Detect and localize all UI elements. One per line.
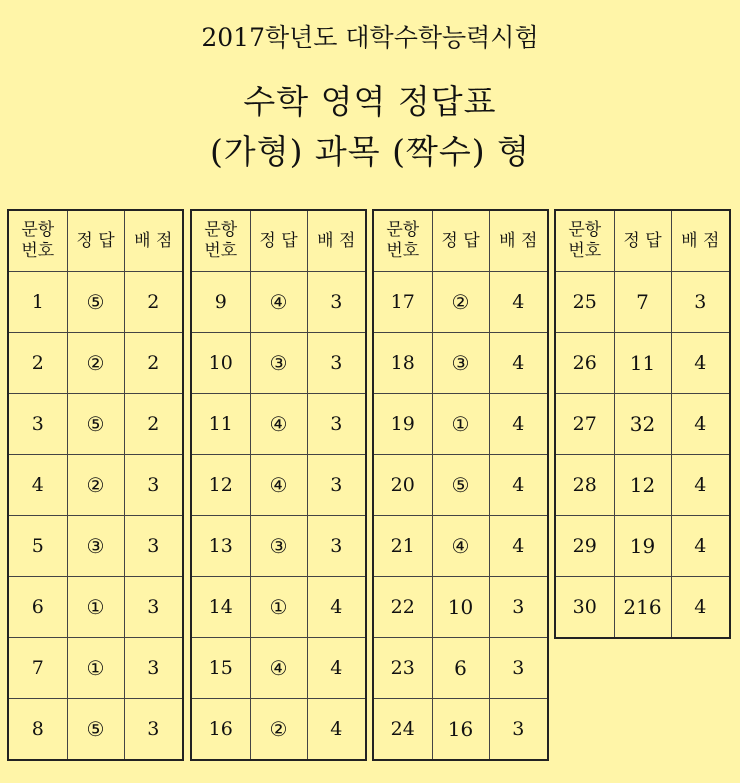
table-header-row xyxy=(8,210,183,272)
score-value: 4 xyxy=(489,272,548,333)
table-row xyxy=(555,577,730,639)
answer-value: 10 xyxy=(432,577,489,638)
answer-value: ① xyxy=(67,577,124,638)
table-row xyxy=(555,455,730,516)
answer-value: ① xyxy=(67,638,124,699)
score-value: 4 xyxy=(671,333,730,394)
table-row xyxy=(373,699,548,761)
question-number: 10 xyxy=(191,333,250,394)
column-header-number-line1: 문항 xyxy=(21,220,55,240)
score-value: 4 xyxy=(489,455,548,516)
answer-value: ② xyxy=(67,333,124,394)
column-header-number xyxy=(8,210,67,272)
answer-value: ⑤ xyxy=(67,394,124,455)
score-value: 2 xyxy=(124,272,183,333)
answer-table-2 xyxy=(190,209,367,761)
column-header-number-line2: 번호 xyxy=(204,241,238,261)
answer-value: ④ xyxy=(250,394,307,455)
question-number: 14 xyxy=(191,577,250,638)
table-row xyxy=(555,394,730,455)
answer-key-title: 수학 영역 정답표 xyxy=(243,82,497,121)
column-header-number-line1: 문항 xyxy=(568,220,602,240)
table-row xyxy=(373,394,548,455)
column-header-answer: 정 답 xyxy=(67,210,124,272)
score-value: 3 xyxy=(124,516,183,577)
column-header-number-line2: 번호 xyxy=(386,241,420,261)
table-row xyxy=(191,455,366,516)
table-header-row xyxy=(191,210,366,272)
score-value: 2 xyxy=(124,394,183,455)
column-header-answer: 정 답 xyxy=(250,210,307,272)
answer-value: ④ xyxy=(250,638,307,699)
score-value: 4 xyxy=(489,333,548,394)
question-number: 21 xyxy=(373,516,432,577)
answer-value: ⑤ xyxy=(67,272,124,333)
question-number: 2 xyxy=(8,333,67,394)
answer-value: 12 xyxy=(614,455,671,516)
table-row xyxy=(191,333,366,394)
column-header-number-line2: 번호 xyxy=(21,241,55,261)
answer-value: ② xyxy=(250,699,307,761)
table-row xyxy=(8,699,183,761)
answer-value: 6 xyxy=(432,638,489,699)
column-header-score: 배 점 xyxy=(671,210,730,272)
answer-value: 16 xyxy=(432,699,489,761)
score-value: 2 xyxy=(124,333,183,394)
column-header-score: 배 점 xyxy=(489,210,548,272)
score-value: 3 xyxy=(489,577,548,638)
question-number: 15 xyxy=(191,638,250,699)
score-value: 4 xyxy=(671,455,730,516)
column-header-number-line1: 문항 xyxy=(386,220,420,240)
table-row xyxy=(373,516,548,577)
question-number: 7 xyxy=(8,638,67,699)
question-number: 6 xyxy=(8,577,67,638)
score-value: 4 xyxy=(307,699,366,761)
table-row xyxy=(8,577,183,638)
answer-value: ④ xyxy=(432,516,489,577)
exam-title: 2017학년도 대학수학능력시험 xyxy=(201,23,539,52)
score-value: 3 xyxy=(489,699,548,761)
score-value: 4 xyxy=(307,638,366,699)
table-row xyxy=(8,638,183,699)
score-value: 3 xyxy=(124,577,183,638)
question-number: 25 xyxy=(555,272,614,333)
table-row xyxy=(373,638,548,699)
column-header-number xyxy=(555,210,614,272)
score-value: 3 xyxy=(124,638,183,699)
table-row xyxy=(373,333,548,394)
score-value: 3 xyxy=(489,638,548,699)
answer-value: 216 xyxy=(614,577,671,639)
answer-value: 7 xyxy=(614,272,671,333)
question-number: 30 xyxy=(555,577,614,639)
answer-value: ② xyxy=(67,455,124,516)
score-value: 4 xyxy=(489,516,548,577)
question-number: 17 xyxy=(373,272,432,333)
score-value: 3 xyxy=(307,455,366,516)
score-value: 4 xyxy=(671,577,730,639)
question-number: 3 xyxy=(8,394,67,455)
table-row xyxy=(8,333,183,394)
table-row xyxy=(191,516,366,577)
score-value: 3 xyxy=(307,272,366,333)
table-row xyxy=(191,394,366,455)
subject-type: (가형) 과목 (짝수) 형 xyxy=(209,132,531,171)
answer-table-3 xyxy=(372,209,549,761)
answer-value: ⑤ xyxy=(432,455,489,516)
column-header-answer: 정 답 xyxy=(432,210,489,272)
table-row xyxy=(8,272,183,333)
table-row xyxy=(373,577,548,638)
answer-value: ② xyxy=(432,272,489,333)
column-header-number-line2: 번호 xyxy=(568,241,602,261)
question-number: 4 xyxy=(8,455,67,516)
score-value: 3 xyxy=(307,394,366,455)
score-value: 3 xyxy=(307,516,366,577)
answer-value: ④ xyxy=(250,455,307,516)
question-number: 29 xyxy=(555,516,614,577)
score-value: 4 xyxy=(307,577,366,638)
answer-value: ③ xyxy=(432,333,489,394)
question-number: 26 xyxy=(555,333,614,394)
column-header-score: 배 점 xyxy=(124,210,183,272)
question-number: 5 xyxy=(8,516,67,577)
question-number: 24 xyxy=(373,699,432,761)
score-value: 4 xyxy=(671,516,730,577)
score-value: 3 xyxy=(124,699,183,761)
column-header-number xyxy=(191,210,250,272)
column-header-number xyxy=(373,210,432,272)
question-number: 8 xyxy=(8,699,67,761)
question-number: 27 xyxy=(555,394,614,455)
answer-value: 32 xyxy=(614,394,671,455)
question-number: 19 xyxy=(373,394,432,455)
question-number: 12 xyxy=(191,455,250,516)
answer-value: 19 xyxy=(614,516,671,577)
question-number: 16 xyxy=(191,699,250,761)
table-row xyxy=(8,455,183,516)
table-row xyxy=(555,516,730,577)
question-number: 9 xyxy=(191,272,250,333)
column-header-number-line1: 문항 xyxy=(204,220,238,240)
question-number: 11 xyxy=(191,394,250,455)
question-number: 13 xyxy=(191,516,250,577)
table-row xyxy=(373,455,548,516)
table-row xyxy=(191,577,366,638)
answer-value: ③ xyxy=(67,516,124,577)
answer-value: ③ xyxy=(250,516,307,577)
table-header-row xyxy=(555,210,730,272)
answer-value: ④ xyxy=(250,272,307,333)
answer-value: ③ xyxy=(250,333,307,394)
table-row xyxy=(8,394,183,455)
answer-value: ⑤ xyxy=(67,699,124,761)
answer-table-1 xyxy=(7,209,184,761)
question-number: 1 xyxy=(8,272,67,333)
table-header-row xyxy=(373,210,548,272)
table-row xyxy=(373,272,548,333)
score-value: 3 xyxy=(124,455,183,516)
answer-table-4 xyxy=(554,209,731,639)
answer-value: ① xyxy=(432,394,489,455)
table-row xyxy=(191,638,366,699)
question-number: 22 xyxy=(373,577,432,638)
score-value: 3 xyxy=(671,272,730,333)
question-number: 18 xyxy=(373,333,432,394)
table-row xyxy=(555,333,730,394)
score-value: 3 xyxy=(307,333,366,394)
column-header-answer: 정 답 xyxy=(614,210,671,272)
table-row xyxy=(191,272,366,333)
score-value: 4 xyxy=(489,394,548,455)
column-header-score: 배 점 xyxy=(307,210,366,272)
table-row xyxy=(8,516,183,577)
answer-value: ① xyxy=(250,577,307,638)
table-row xyxy=(555,272,730,333)
score-value: 4 xyxy=(671,394,730,455)
question-number: 28 xyxy=(555,455,614,516)
table-row xyxy=(191,699,366,761)
question-number: 23 xyxy=(373,638,432,699)
question-number: 20 xyxy=(373,455,432,516)
answer-value: 11 xyxy=(614,333,671,394)
